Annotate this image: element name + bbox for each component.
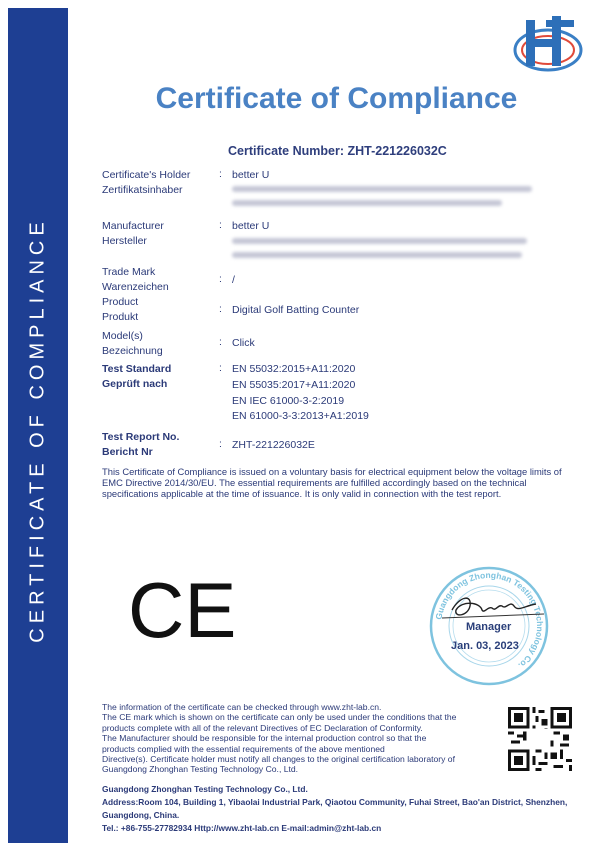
model-value: Click — [232, 337, 255, 349]
holder-value: better U — [232, 169, 270, 181]
ce-mark-icon — [128, 566, 237, 654]
trade-mark-label-en: Trade Mark — [102, 266, 156, 278]
certificate-number: Certificate Number: ZHT-221226032C — [228, 144, 447, 158]
manufacturer-label-de: Hersteller — [102, 235, 147, 247]
holder-label-de: Zertifikatsinhaber — [102, 184, 183, 196]
redacted-text — [232, 252, 522, 258]
footer-note-line: The Manufacturer should be responsible for the internal production control so that the — [102, 733, 427, 744]
product-label-en: Product — [102, 296, 139, 308]
colon: : — [219, 336, 222, 348]
colon: : — [219, 168, 222, 180]
company-address: Address:Room 104, Building 1, Yibaolai Industrial Park, Qiaotou Community, Fuhai Street, Bao'an District, Shenzhen, Guangdong, China. — [102, 797, 568, 820]
standard-value: EN 61000-3-3:2013+A1:2019 — [232, 410, 369, 422]
company-info — [102, 783, 592, 835]
standard-label-de: Geprüft nach — [102, 378, 168, 390]
seal-ring-text: Guangdong Zhonghan Testing Technology Co. — [433, 569, 546, 671]
footer-note-line: The CE mark which is shown on the certificate can only be used under the conditions that the — [102, 712, 457, 723]
footer-note-line: products complete with all of the relevant Directives of EC Declaration of Conformity. — [102, 722, 423, 733]
zht-logo-icon — [512, 12, 584, 78]
standard-value: EN IEC 61000-3-2:2019 — [232, 395, 345, 407]
company-contact: Tel.: +86-755-27782934 Http://www.zht-lab.cn E-mail:admin@zht-lab.cn — [102, 823, 382, 833]
page-title: Certificate of Compliance — [155, 82, 518, 115]
model-label-de: Bezeichnung — [102, 345, 163, 357]
standard-value: EN 55032:2015+A11:2020 — [232, 363, 356, 375]
footer-note-line: Directive(s). Certificate holder must notify all changes to the original certification laboratory of — [102, 754, 455, 765]
colon: : — [219, 362, 222, 374]
footer-note-line: products complied with the essential requirements of the above mentioned — [102, 743, 385, 754]
manufacturer-label-en: Manufacturer — [102, 220, 164, 232]
model-label-en: Model(s) — [102, 330, 143, 342]
holder-label-en: Certificate's Holder — [102, 169, 191, 181]
compliance-statement: This Certificate of Compliance is issued on a voluntary basis for electrical equipment below the voltage limits of EMC Directive 2014/30/EU. The essential requirements are fulfilled accordingly based on the technical specifications applicable at the time of issuance. It is only valid in connection with the test report. — [102, 466, 562, 499]
footer-note-line: The information of the certificate can be checked through www.zht-lab.cn. — [102, 702, 382, 712]
qr-logo-center — [530, 729, 550, 749]
redacted-text — [232, 186, 532, 192]
side-band-text: CERTIFICATE OF COMPLIANCE — [26, 217, 49, 643]
trade-mark-value: / — [232, 274, 235, 286]
standard-label-en: Test Standard — [102, 363, 172, 375]
company-name: Guangdong Zhonghan Testing Technology Co., Ltd. — [102, 784, 308, 794]
product-value: Digital Golf Batting Counter — [232, 304, 360, 316]
colon: : — [219, 303, 222, 315]
footer-note-line: Guangdong Zhonghan Testing Technology Co., Ltd. — [102, 764, 299, 775]
manufacturer-value: better U — [232, 220, 270, 232]
colon: : — [219, 219, 222, 231]
ce-mark-text: CE — [128, 566, 237, 654]
report-label-en: Test Report No. — [102, 431, 180, 443]
trade-mark-label-de: Warenzeichen — [102, 281, 169, 293]
signer-role: Manager — [466, 621, 512, 633]
issue-date: Jan. 03, 2023 — [451, 640, 519, 652]
product-label-de: Produkt — [102, 311, 139, 323]
redacted-text — [232, 238, 527, 244]
colon: : — [219, 438, 222, 450]
report-label-de: Bericht Nr — [102, 446, 153, 458]
report-value: ZHT-221226032E — [232, 439, 315, 451]
colon: : — [219, 273, 222, 285]
redacted-text — [232, 200, 502, 206]
signature-icon — [432, 588, 552, 624]
standard-value: EN 55035:2017+A11:2020 — [232, 379, 356, 391]
footer-notes — [102, 702, 502, 775]
